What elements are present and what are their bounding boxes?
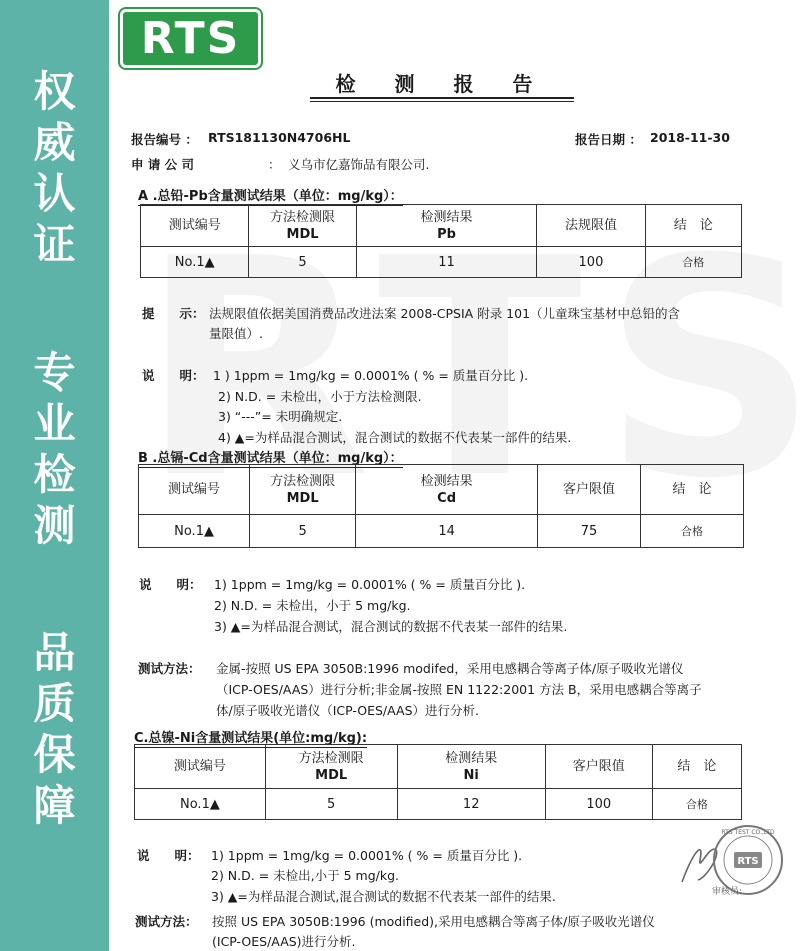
table-header-row [135,745,742,789]
cell-conclusion: 合格 [652,789,741,820]
notes-label: 说 明： [137,848,200,863]
slogan-char: 业 [33,399,76,448]
report-number: RTS181130N4706HL [208,130,351,145]
slogan-char: 障 [33,781,76,830]
title-rule [310,101,574,102]
method-label: 测试方法： [138,661,201,676]
col-mdl-line1: 方法检测限 [270,209,336,225]
note-item: 3) “---”= 未明确规定. [218,409,343,424]
report-number-label: 报告编号 ： [131,132,198,147]
sidebar-banner [0,0,109,951]
col-test-id: 测试编号 [135,745,266,789]
col-mdl [249,205,356,247]
note-item: 2) N.D. = 未检出,小于 5 mg/kg. [211,868,399,883]
slogan-char: 保 [33,730,76,779]
slogan-char: 测 [33,501,76,550]
sidebar-slogan-professional [0,347,109,551]
col-mdl-line2: MDL [286,226,319,242]
col-result [397,745,545,789]
col-mdl-line1: 方法检测限 [270,473,336,489]
cell-limit: 100 [537,247,645,278]
tip-line: 法规限值依据美国消费品改进法案 2008-CPSIA 附录 101（儿童珠宝基材中总铅的含 [209,306,681,321]
col-limit: 客户限值 [538,465,641,515]
col-mdl-line1: 方法检测限 [298,750,364,766]
note-item: 3) ▲=为样品混合测试,混合测试的数据不代表某一部件的结果. [211,889,556,904]
report-title: 检 测 报 告 [335,72,549,96]
report-date: 2018-11-30 [650,130,730,145]
method-line: (ICP-OES/AAS)进行分析. [212,934,356,949]
table-row [135,789,742,820]
slogan-char: 检 [33,450,76,499]
col-mdl [250,465,356,515]
section-a-table [140,204,742,278]
method-line: （ICP-OES/AAS）进行分析;非金属-按照 EN 1122:2001 方法 B，采用电感耦合等离子 [216,682,702,697]
note-item: 4) ▲=为样品混合测试，混合测试的数据不代表某一部件的结果. [218,430,572,445]
col-mdl-line2: MDL [286,490,319,506]
section-c-table [134,744,742,820]
note-item: 2) N.D. = 未检出，小于方法检测限. [218,389,422,404]
method-line: 按照 US EPA 3050B:1996 (modified),采用电感耦合等离子体/原子吸收光谱仪 [212,914,655,929]
col-result-line2: Ni [463,767,479,783]
col-conclusion: 结 论 [645,205,741,247]
section-a-heading: A .总铅-Pb含量测试结果（单位：mg/kg）： [138,185,403,206]
tip-line: 量限值）. [209,326,263,341]
col-result-line2: Pb [437,226,456,242]
cell-mdl: 5 [249,247,356,278]
sidebar-slogan-quality [0,627,109,831]
method-line: 金属-按照 US EPA 3050B:1996 modifed，采用电感耦合等离子体/原子吸收光谱仪 [216,661,684,676]
table-row [139,515,744,548]
logo-text: RTS [140,13,241,64]
stamp-center-text: RTS [737,856,759,867]
slogan-char: 质 [33,679,76,728]
cell-conclusion: 合格 [640,515,743,548]
signature-stroke [682,849,717,882]
rts-logo [120,9,261,68]
col-mdl [265,745,397,789]
slogan-char: 专 [33,348,76,397]
company-stamp [676,820,794,900]
cell-limit: 100 [545,789,652,820]
notes-label: 说 明： [139,577,202,592]
cell-test-id: No.1▲ [139,515,250,548]
col-result-line1: 检测结果 [420,473,473,489]
applicant-name: 义乌市亿嘉饰品有限公司. [288,157,430,172]
method-label: 测试方法： [135,914,198,929]
col-limit: 客户限值 [545,745,652,789]
signature-label: 审核员: [712,887,743,897]
stamp-ring-text: RTS TEST CO.,LTD [721,829,775,836]
slogan-char: 证 [33,220,76,269]
col-result-line2: Cd [437,490,457,506]
note-item: 1) 1ppm = 1mg/kg = 0.0001% ( % = 质量百分比 ). [211,848,523,863]
slogan-char: 品 [33,628,76,677]
table-header-row [141,205,742,247]
applicant-label: 申 请 公 司 [131,157,195,172]
col-conclusion: 结 论 [652,745,741,789]
col-mdl-line2: MDL [315,767,348,783]
note-item: 1 ) 1ppm = 1mg/kg = 0.0001% ( % = 质量百分比 ). [213,368,529,383]
slogan-char: 威 [33,118,76,167]
title-rule [310,97,574,99]
col-result-line1: 检测结果 [420,209,473,225]
slogan-char: 权 [33,67,76,116]
cell-test-id: No.1▲ [141,247,249,278]
table-header-row [139,465,744,515]
cell-result: 11 [356,247,537,278]
col-test-id: 测试编号 [141,205,249,247]
cell-mdl: 5 [250,515,356,548]
cell-result: 14 [356,515,538,548]
cell-conclusion: 合格 [645,247,741,278]
report-date-label: 报告日期 ： [575,132,642,147]
table-row [141,247,742,278]
slogan-char: 认 [33,169,76,218]
section-b-table [138,464,744,548]
col-result [356,205,537,247]
cell-limit: 75 [538,515,641,548]
note-item: 3) ▲=为样品混合测试，混合测试的数据不代表某一部件的结果. [214,619,568,634]
applicant-colon: ： [268,157,281,172]
col-result [356,465,538,515]
note-item: 2) N.D. = 未检出，小于 5 mg/kg. [214,598,411,613]
col-limit: 法规限值 [537,205,645,247]
section-b-heading: B .总镉-Cd含量测试结果（单位：mg/kg）： [138,447,403,468]
sidebar-slogan-authority [0,66,109,270]
col-conclusion: 结 论 [640,465,743,515]
section-c-heading: C.总镍-Ni含量测试结果(单位:mg/kg): [134,727,367,748]
cell-result: 12 [397,789,545,820]
tip-label: 提 示： [142,306,205,321]
cell-test-id: No.1▲ [135,789,266,820]
cell-mdl: 5 [265,789,397,820]
method-line: 体/原子吸收光谱仪（ICP-OES/AAS）进行分析. [216,703,479,718]
col-result-line1: 检测结果 [445,750,498,766]
note-item: 1) 1ppm = 1mg/kg = 0.0001% ( % = 质量百分比 ). [214,577,526,592]
col-test-id: 测试编号 [139,465,250,515]
notes-label: 说 明： [142,368,205,383]
